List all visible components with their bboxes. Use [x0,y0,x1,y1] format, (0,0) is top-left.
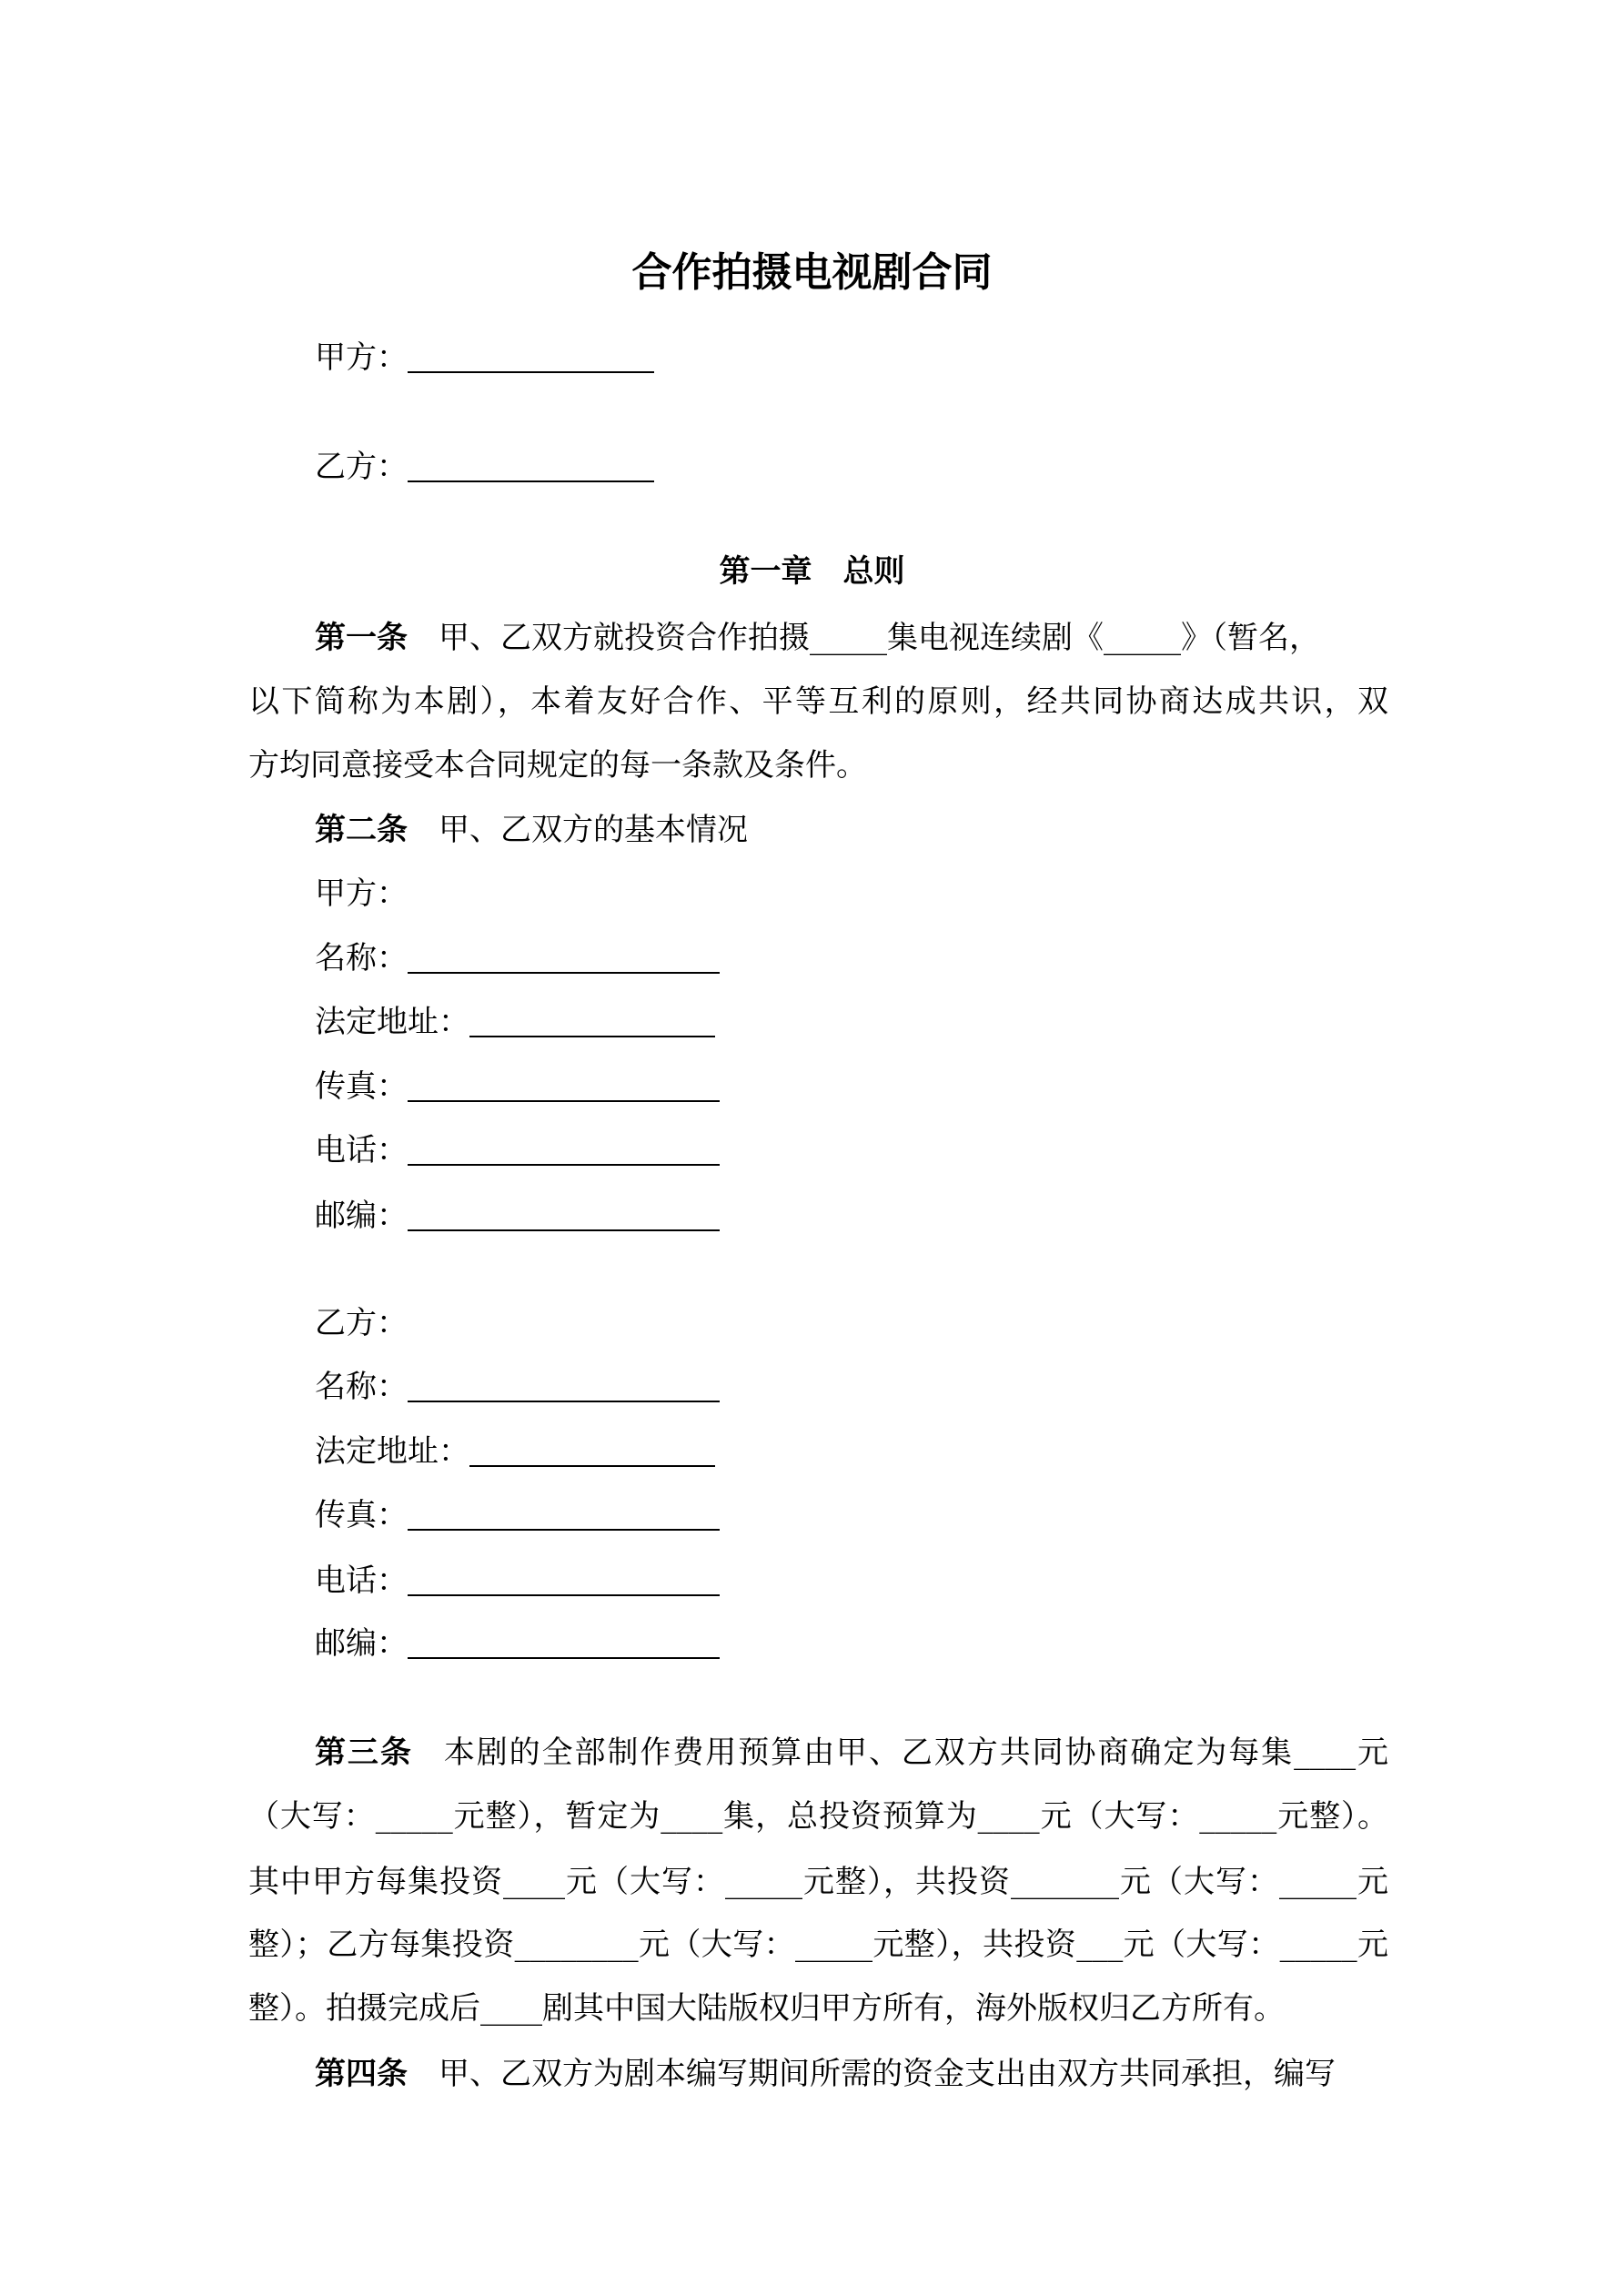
party-b-postcode-field [315,1621,1388,1666]
article-text: 甲、乙双方的基本情况 [439,812,748,848]
article-text: 甲、乙双方为剧本编写期间所需的资金支出由双方共同承担，编写 [439,2056,1336,2092]
field-label: 邮编： [315,1625,408,1662]
article-3-label: 第三条 [315,1735,413,1771]
field-blank[interactable] [469,1432,715,1467]
field-blank[interactable] [408,1624,720,1659]
article-1-label: 第一条 [315,620,408,656]
field-blank[interactable] [408,939,720,974]
article-3-line-2: （大写：_____元整），暂定为____集，总投资预算为____元（大写：_____元整）。 [248,1798,1388,1835]
article-text: 本剧的全部制作费用预算由甲、乙双方共同协商确定为每集____元 [443,1735,1389,1771]
article-3-line-3: 其中甲方每集投资____元（大写：_____元整），共投资_______元（大写：_____元 [248,1864,1388,1900]
article-2-heading [315,807,1388,853]
field-label: 名称： [315,940,408,976]
party-b-info-label: 乙方： [315,1305,408,1341]
party-b-phone-field [315,1558,1388,1603]
party-a-name-field [315,936,1388,981]
article-4-line-1 [315,2051,1388,2097]
article-1-line-1 [315,615,1388,661]
party-b-name-field [315,1364,1388,1410]
field-blank[interactable] [408,1131,720,1166]
article-3-line-4: 整）；乙方每集投资________元（大写：_____元整），共投资___元（大写：_____元 [248,1927,1388,1963]
party-a-label: 甲方： [315,339,408,376]
article-1-line-2: 以下简称为本剧），本着友好合作、平等互利的原则，经共同协商达成共识，双 [248,683,1388,720]
article-3-line-5: 整）。拍摄完成后____剧其中国大陆版权归甲方所有，海外版权归乙方所有。 [248,1990,1285,2027]
party-a-address-field [315,999,1388,1045]
field-label: 法定地址： [315,1004,469,1040]
article-3-line-1 [315,1730,1388,1775]
article-4-label: 第四条 [315,2056,408,2092]
field-label: 电话： [315,1563,408,1599]
party-a-blank[interactable] [408,339,654,373]
party-a-line [315,335,1388,380]
article-1-line-3: 方均同意接受本合同规定的每一条款及条件。 [248,747,867,784]
party-b-line [315,444,1388,490]
field-blank[interactable] [469,1003,715,1037]
party-a-phone-field [315,1128,1388,1173]
article-text: 甲、乙双方就投资合作拍摄_____集电视连续剧《_____》（暂名， [439,620,1320,656]
document-title: 合作拍摄电视剧合同 [631,249,993,296]
party-b-fax-field [315,1492,1388,1538]
field-blank[interactable] [408,1197,720,1231]
field-blank[interactable] [408,1562,720,1596]
field-label: 法定地址： [315,1433,469,1470]
article-2-label: 第二条 [315,812,408,848]
party-b-blank[interactable] [408,448,654,482]
field-blank[interactable] [408,1368,720,1402]
field-label: 电话： [315,1132,408,1168]
field-label: 邮编： [315,1198,408,1234]
field-label: 传真： [315,1068,408,1105]
party-a-postcode-field [315,1193,1388,1239]
party-a-fax-field [315,1064,1388,1109]
field-label: 传真： [315,1497,408,1533]
chapter-heading: 第一章 总则 [719,553,905,590]
party-b-label: 乙方： [315,449,408,485]
party-b-address-field [315,1429,1388,1474]
field-label: 名称： [315,1369,408,1405]
party-a-info-label: 甲方： [315,875,408,912]
field-blank[interactable] [408,1067,720,1102]
field-blank[interactable] [408,1496,720,1531]
